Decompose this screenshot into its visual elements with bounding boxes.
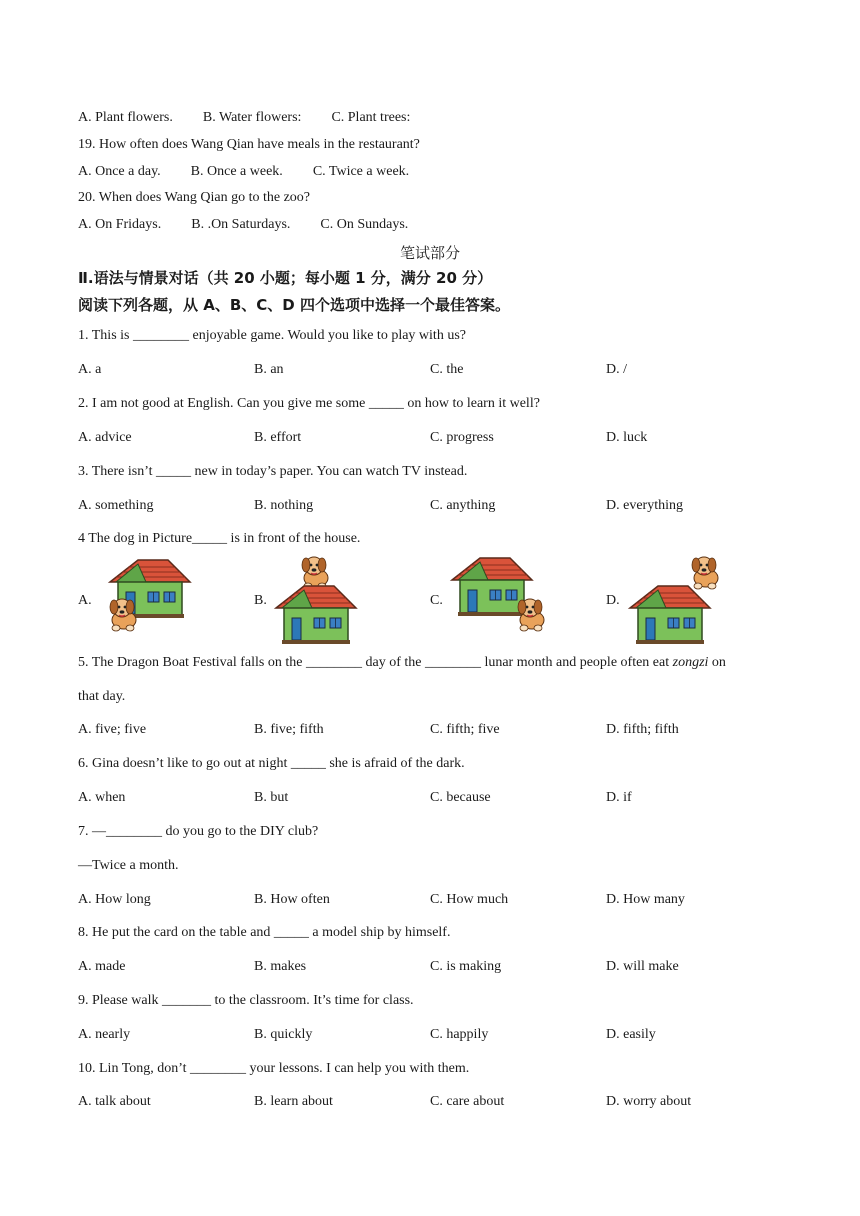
question-1-stem: 1. This is ________ enjoyable game. Would you like to play with us?	[78, 328, 466, 343]
question-10-stem: 10. Lin Tong, don’t ________ your lessons. I can help you with them.	[78, 1061, 470, 1076]
q20-options	[78, 216, 408, 234]
option-c: C. progress	[430, 430, 494, 445]
question-10-options	[78, 1093, 798, 1111]
picture-option-b	[254, 556, 430, 642]
written-part-title: 笔试部分	[399, 246, 460, 262]
q18-option-c: C. Plant trees:	[331, 110, 411, 125]
option-d: D. luck	[606, 430, 648, 445]
question-9-options	[78, 1026, 798, 1044]
q19-option-a: A. Once a day.	[78, 164, 161, 179]
option-c: C. is making	[430, 959, 502, 974]
house-with-dog-flying-above-image	[628, 556, 748, 642]
option-b-label: B.	[254, 593, 267, 608]
question-3-stem: 3. There isn’t _____ new in today’s paper. You can watch TV instead.	[78, 464, 468, 479]
q20-option-b: B. .On Saturdays.	[191, 217, 291, 232]
section-instruction: 阅读下列各题，从 A、B、C、D 四个选项中选择一个最佳答案。	[78, 296, 510, 314]
q18-option-b: B. Water flowers:	[202, 110, 302, 125]
q19-option-b: B. Once a week.	[190, 164, 283, 179]
option-b: B. quickly	[254, 1027, 313, 1042]
question-1-options	[78, 361, 798, 379]
option-b: B. an	[254, 362, 284, 377]
option-a: A. a	[78, 362, 102, 377]
option-a: A. something	[78, 498, 154, 513]
option-c: C. because	[430, 790, 491, 805]
question-4-stem: 4 The dog in Picture_____ is in front of the house.	[78, 531, 361, 546]
question-2-stem: 2. I am not good at English. Can you give me some _____ on how to learn it well?	[78, 396, 540, 411]
option-d: D. everything	[606, 498, 683, 513]
question-5-stem-line2: that day.	[78, 689, 126, 704]
picture-option-a	[78, 556, 254, 642]
q20-option-c: C. On Sundays.	[320, 217, 409, 232]
question-7-options	[78, 891, 798, 909]
option-d: D. will make	[606, 959, 679, 974]
option-a: A. How long	[78, 892, 151, 907]
option-c: C. care about	[430, 1094, 505, 1109]
question-4-picture-options	[78, 556, 798, 642]
option-a: A. when	[78, 790, 126, 805]
option-a: A. advice	[78, 430, 132, 445]
option-d: D. fifth; fifth	[606, 722, 679, 737]
option-a: A. made	[78, 959, 126, 974]
option-c: C. the	[430, 362, 464, 377]
section-heading: Ⅱ.语法与情景对话（共 20 小题；每小题 1 分，满分 20 分）	[78, 269, 493, 287]
question-5-stem	[78, 654, 726, 672]
picture-option-c	[430, 556, 606, 642]
option-c: C. anything	[430, 498, 496, 513]
picture-option-d	[606, 556, 782, 642]
option-d: D. /	[606, 362, 627, 377]
question-6-options	[78, 789, 798, 807]
option-b: B. but	[254, 790, 289, 805]
option-d: D. worry about	[606, 1094, 692, 1109]
q19-option-c: C. Twice a week.	[312, 164, 410, 179]
question-5-stem-text: 5. The Dragon Boat Festival falls on the ________ day of the ________ lunar month and people often eat	[78, 655, 673, 670]
question-2-options	[78, 429, 798, 447]
question-5-stem-italic: zongzi	[672, 655, 709, 670]
question-5-stem-end: on	[708, 655, 726, 670]
option-d-label: D.	[606, 593, 620, 608]
option-c: C. happily	[430, 1027, 489, 1042]
q18-options	[78, 109, 410, 127]
option-d: D. easily	[606, 1027, 656, 1042]
question-8-stem: 8. He put the card on the table and _____ a model ship by himself.	[78, 925, 451, 940]
option-b: B. How often	[254, 892, 330, 907]
option-b: B. makes	[254, 959, 307, 974]
option-b: B. effort	[254, 430, 302, 445]
question-7-stem-line2: —Twice a month.	[78, 858, 179, 873]
option-a-label: A.	[78, 593, 92, 608]
option-c-label: C.	[430, 593, 443, 608]
option-a: A. talk about	[78, 1094, 151, 1109]
option-a: A. nearly	[78, 1027, 131, 1042]
question-9-stem: 9. Please walk _______ to the classroom. It’s time for class.	[78, 993, 414, 1008]
option-d: D. How many	[606, 892, 685, 907]
question-8-options	[78, 958, 798, 976]
question-5-options	[78, 721, 798, 739]
q19-options	[78, 163, 409, 181]
question-7-stem: 7. —________ do you go to the DIY club?	[78, 824, 319, 839]
option-c: C. How much	[430, 892, 509, 907]
house-with-dog-beside-image	[450, 556, 570, 642]
q20-stem: 20. When does Wang Qian go to the zoo?	[78, 190, 311, 205]
option-b: B. nothing	[254, 498, 314, 513]
q20-option-a: A. On Fridays.	[78, 217, 162, 232]
question-6-stem: 6. Gina doesn’t like to go out at night _____ she is afraid of the dark.	[78, 756, 465, 771]
q19-stem: 19. How often does Wang Qian have meals in the restaurant?	[78, 137, 420, 152]
option-b: B. learn about	[254, 1094, 333, 1109]
option-c: C. fifth; five	[430, 722, 500, 737]
house-with-dog-on-roof-image	[274, 556, 394, 642]
option-b: B. five; fifth	[254, 722, 324, 737]
option-a: A. five; five	[78, 722, 147, 737]
q18-option-a: A. Plant flowers.	[78, 110, 173, 125]
question-3-options	[78, 497, 798, 515]
option-d: D. if	[606, 790, 632, 805]
house-with-dog-in-front-image	[104, 556, 224, 642]
